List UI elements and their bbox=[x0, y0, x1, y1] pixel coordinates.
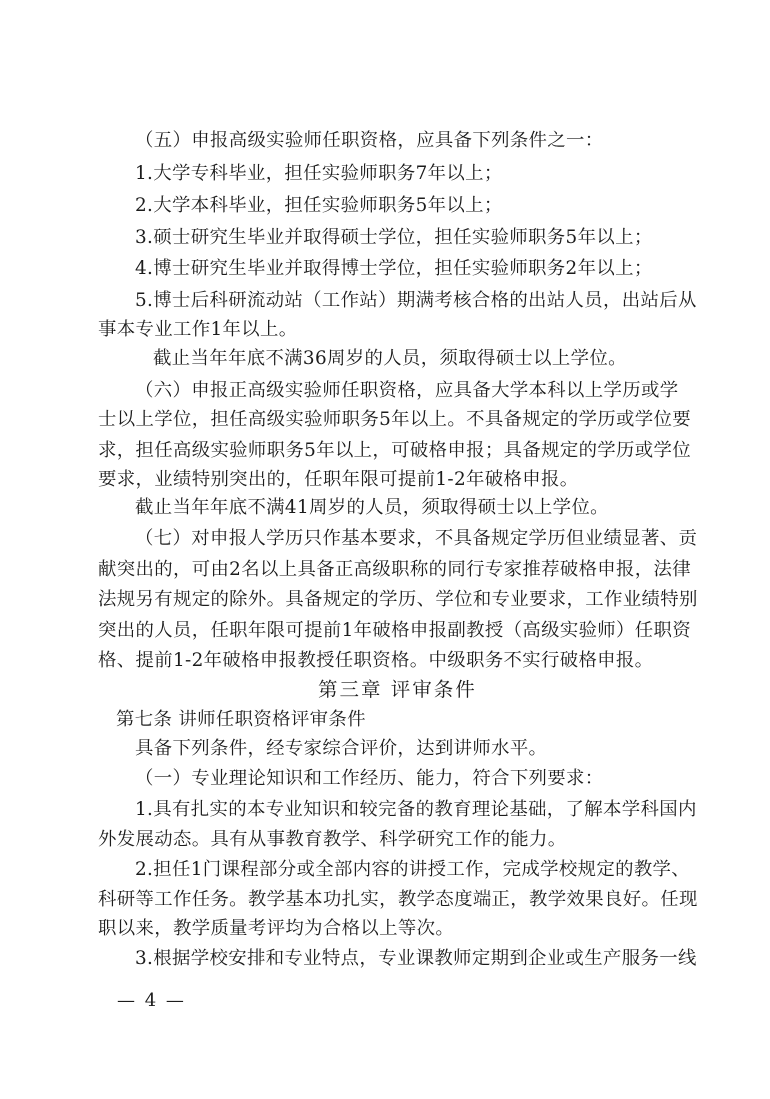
text-line: 科研等工作任务。教学基本功扎实，教学态度端正，教学效果良好。任现 bbox=[98, 889, 698, 910]
text-line: 格、提前1-2年破格申报教授任职资格。中级职务不实行破格申报。 bbox=[98, 650, 654, 671]
text-line: 要求，业绩特别突出的，任职年限可提前1-2年破格申报。 bbox=[98, 469, 579, 490]
text-line: （一）专业理论知识和工作经历、能力，符合下列要求： bbox=[135, 768, 604, 789]
chapter-heading: 第三章 评审条件 bbox=[318, 678, 477, 701]
article-heading: 第七条 讲师任职资格评审条件 bbox=[116, 709, 366, 730]
text-line: 截止当年年底不满41周岁的人员，须取得硕士以上学位。 bbox=[135, 497, 609, 518]
text-line: 职以来，教学质量考评均为合格以上等次。 bbox=[98, 918, 455, 939]
text-line: （七）对申报人学历只作基本要求，不具备规定学历但业绩显著、贡 bbox=[135, 528, 698, 549]
text-line: 4.博士研究生毕业并取得博士学位，担任实验师职务2年以上； bbox=[135, 258, 653, 279]
text-line: 事本专业工作1年以上。 bbox=[98, 319, 298, 340]
text-line: 5.博士后科研流动站（工作站）期满考核合格的出站人员，出站后从 bbox=[135, 290, 697, 311]
text-line: 突出的人员，任职年限可提前1年破格申报副教授（高级实验师）任职资 bbox=[98, 620, 692, 641]
text-line: 士以上学位，担任高级实验师职务5年以上。不具备规定的学历或学位要 bbox=[98, 409, 692, 430]
page-number: — 4 — bbox=[117, 990, 186, 1011]
text-line: 3.根据学校安排和专业特点，专业课教师定期到企业或生产服务一线 bbox=[135, 948, 697, 969]
text-line: 2.担任1门课程部分或全部内容的讲授工作，完成学校规定的教学、 bbox=[135, 859, 691, 880]
text-line: （五）申报高级实验师任职资格，应具备下列条件之一： bbox=[135, 130, 604, 151]
text-line: 1.具有扎实的本专业知识和较完备的教育理论基础，了解本学科国内 bbox=[135, 799, 697, 820]
text-line: 截止当年年底不满36周岁的人员，须取得硕士以上学位。 bbox=[153, 348, 627, 369]
text-line: 3.硕士研究生毕业并取得硕士学位，担任实验师职务5年以上； bbox=[135, 227, 653, 248]
text-line: 1.大学专科毕业，担任实验师职务7年以上； bbox=[135, 163, 503, 184]
text-line: 2.大学本科毕业，担任实验师职务5年以上； bbox=[135, 195, 503, 216]
text-line: 具备下列条件，经专家综合评价，达到讲师水平。 bbox=[135, 738, 548, 759]
text-line: 求，担任高级实验师职务5年以上，可破格申报；具备规定的学历或学位 bbox=[98, 440, 692, 461]
text-line: 献突出的，可由2名以上具备正高级职称的同行专家推荐破格申报，法律 bbox=[98, 559, 692, 580]
text-line: 法规另有规定的除外。具备规定的学历、学位和专业要求，工作业绩特别 bbox=[98, 589, 698, 610]
text-line: 外发展动态。具有从事教育教学、科学研究工作的能力。 bbox=[98, 829, 567, 850]
text-line: （六）申报正高级实验师任职资格，应具备大学本科以上学历或学 bbox=[135, 380, 679, 401]
